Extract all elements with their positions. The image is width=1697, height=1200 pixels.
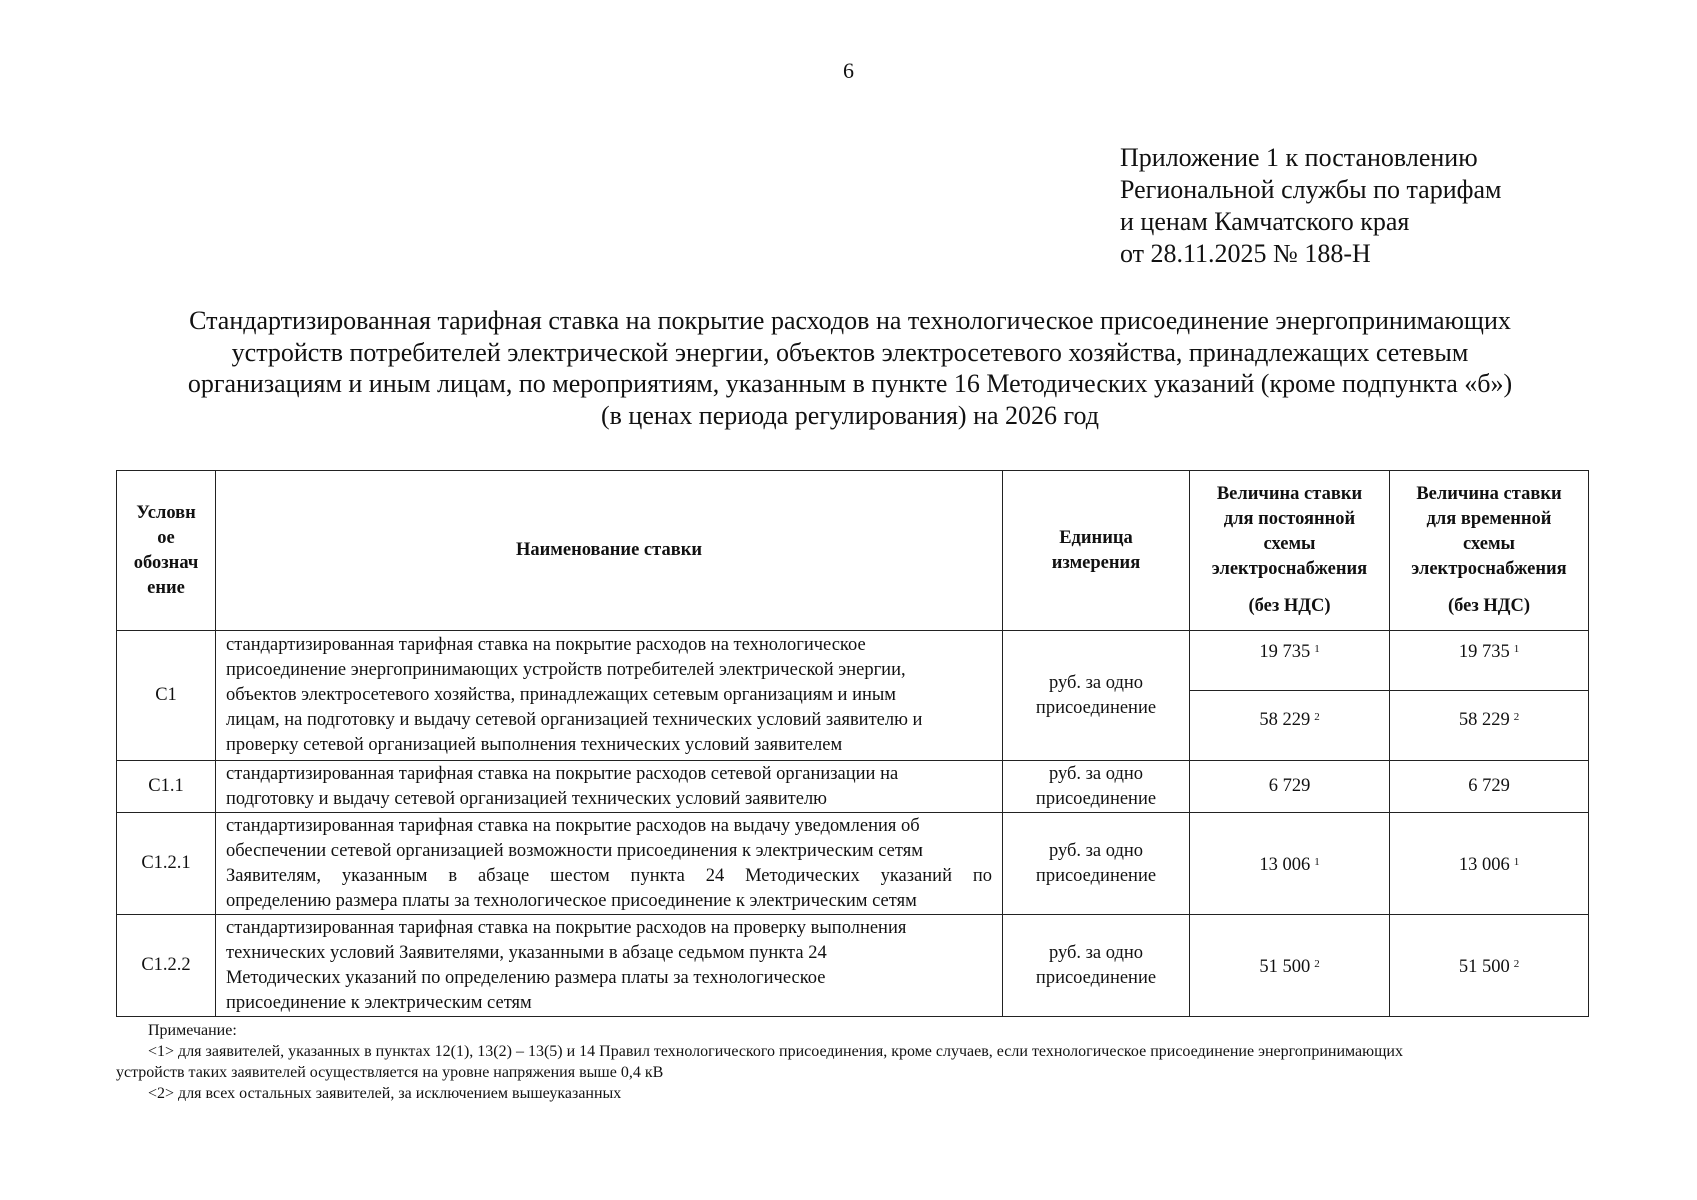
header-text: ение (147, 577, 185, 598)
rate-name-line: определению размера платы за технологическое присоединение к электрическим сетям (226, 890, 917, 911)
title-line: устройств потребителей электрической энергии, объектов электросетевого хозяйства, принадлежащих сетевым (231, 337, 1469, 367)
rate-code: С1.2.2 (117, 915, 216, 1017)
rate-name-line: проверку сетевой организацией выполнения технических условий заявителем (226, 735, 843, 755)
footnote-marker: 1 (1314, 643, 1320, 655)
header-text: (без НДС) (1248, 596, 1331, 616)
unit-line: присоединение (1035, 865, 1157, 886)
note-1-continued: устройств таких заявителей осуществляется на уровне напряжения выше 0,4 кВ (116, 1064, 664, 1081)
header-text: Единица (1059, 527, 1133, 548)
rate-name (216, 761, 1003, 813)
footnote-marker: 1 (1513, 643, 1520, 655)
rate-name-line: стандартизированная тарифная ставка на покрытие расходов на проверку выполнения (226, 917, 907, 938)
document-title (110, 305, 1590, 431)
rate-name-line: технических условий Заявителями, указанными в абзаце седьмом пункта 24 (226, 942, 827, 963)
header-text: Условн (136, 502, 196, 523)
permanent-rate-value (1190, 761, 1390, 813)
footnote-marker: 2 (1314, 957, 1320, 970)
value-text: 13 006 (1458, 854, 1510, 875)
temporary-rate-value (1390, 761, 1589, 813)
table-row (117, 761, 1589, 813)
table-row (117, 813, 1589, 915)
header-text: ое (157, 527, 175, 548)
header-text: Величина ставки (1416, 484, 1562, 504)
rate-name-line: Заявителям, указанным в абзаце шестом пункта 24 Методических указаний по (226, 865, 992, 886)
rate-unit (1003, 761, 1190, 813)
rate-name-line: стандартизированная тарифная ставка на покрытие расходов на выдачу уведомления об (226, 815, 920, 836)
unit-line: руб. за одно (1048, 763, 1144, 784)
header-text: схемы (1263, 534, 1316, 554)
footnote-marker: 1 (1513, 855, 1520, 868)
appendix-line: от 28.11.2025 № 188-Н (1120, 239, 1371, 268)
temporary-rate-value (1390, 813, 1589, 915)
table-header-row (117, 471, 1589, 631)
rate-code: С1 (117, 631, 216, 761)
rate-name-line: лицам, на подготовку и выдачу сетевой организацией технических условий заявителю и (226, 710, 923, 730)
notes-heading: Примечание: (148, 1022, 237, 1039)
title-line: (в ценах периода регулирования) на 2026 год (600, 400, 1100, 430)
header-text: Величина ставки (1216, 484, 1363, 504)
footnote-marker: 2 (1513, 957, 1520, 970)
value-text: 51 500 (1259, 956, 1311, 977)
table-row (117, 915, 1589, 1017)
appendix-line: и ценам Камчатского края (1120, 207, 1410, 236)
value-text: 51 500 (1458, 956, 1510, 977)
footnote-marker: 2 (1314, 711, 1320, 723)
rate-name-line: обеспечении сетевой организацией возможности присоединения к электрическим сетям (226, 840, 923, 861)
title-line: организациям и иным лицам, по мероприятиям, указанным в пункте 16 Методических указаний (кроме подпункта «б») (187, 369, 1513, 398)
rate-name (216, 915, 1003, 1017)
header-text: электроснабжения (1211, 559, 1368, 579)
rate-unit (1003, 915, 1190, 1017)
rate-unit (1003, 813, 1190, 915)
table-row (117, 631, 1589, 691)
temporary-rate-value (1390, 631, 1589, 691)
rate-name-line: стандартизированная тарифная ставка на покрытие расходов сетевой организации на (226, 763, 899, 784)
header-temporary-rate (1390, 471, 1589, 631)
rate-unit (1003, 631, 1190, 761)
temporary-rate-value (1390, 691, 1589, 761)
rate-name-line: присоединение к электрическим сетям (226, 992, 532, 1013)
rate-name (216, 813, 1003, 915)
value-text: 19 735 (1458, 642, 1510, 662)
rate-name-line: Методических указаний по определению размера платы за технологическое (226, 967, 826, 988)
rate-name-line: объектов электросетевого хозяйства, принадлежащих сетевым организациям и иным (226, 685, 897, 705)
header-text: (без НДС) (1447, 596, 1531, 616)
unit-line: руб. за одно (1048, 672, 1144, 693)
value-text: 58 229 (1259, 710, 1311, 730)
header-text: для временной (1426, 509, 1552, 529)
rate-name-line: присоединение энергопринимающих устройств потребителей электрической энергии, (226, 660, 906, 680)
value-text: 58 229 (1458, 710, 1510, 730)
note-2: <2> для всех остальных заявителей, за исключением вышеуказанных (148, 1085, 622, 1102)
value-text: 19 735 (1259, 642, 1311, 662)
value-text: 13 006 (1259, 854, 1311, 875)
appendix-reference (1120, 142, 1501, 270)
rate-name-line: подготовку и выдачу сетевой организацией технических условий заявителю (226, 788, 827, 809)
table-notes (116, 1020, 1596, 1104)
rate-code: С1.1 (117, 761, 216, 813)
title-line: Стандартизированная тарифная ставка на покрытие расходов на технологическое присоединение энергопринимающих (189, 306, 1511, 335)
permanent-rate-value (1190, 813, 1390, 915)
appendix-line: Региональной службы по тарифам (1120, 175, 1502, 204)
unit-line: присоединение (1035, 967, 1157, 988)
permanent-rate-value (1190, 631, 1390, 691)
rate-name-line: стандартизированная тарифная ставка на покрытие расходов на технологическое (226, 635, 866, 655)
rate-name (216, 631, 1003, 761)
temporary-rate-value (1390, 915, 1589, 1017)
header-text: измерения (1051, 552, 1141, 573)
value-text: 6 729 (1468, 776, 1510, 796)
header-permanent-rate (1190, 471, 1390, 631)
header-text: схемы (1462, 534, 1515, 554)
unit-line: присоединение (1035, 788, 1157, 809)
unit-line: присоединение (1035, 697, 1157, 718)
rate-code: С1.2.1 (117, 813, 216, 915)
permanent-rate-value (1190, 915, 1390, 1017)
unit-line: руб. за одно (1048, 840, 1144, 861)
header-name: Наименование ставки (216, 471, 1003, 631)
permanent-rate-value (1190, 691, 1390, 761)
page-number: 6 (843, 58, 854, 83)
appendix-line: Приложение 1 к постановлению (1120, 143, 1478, 172)
header-text: электроснабжения (1411, 559, 1567, 579)
note-1: <1> для заявителей, указанных в пунктах 12(1), 13(2) – 13(5) и 14 Правил технологического присоединения, кроме случаев, если технологическое присоединение энергопринимающих (148, 1043, 1403, 1060)
header-text: для постоянной (1223, 509, 1356, 529)
rates-table (116, 470, 1589, 1017)
header-code (117, 471, 216, 631)
footnote-marker: 1 (1314, 855, 1320, 868)
unit-line: руб. за одно (1048, 942, 1144, 963)
header-text: обознач (133, 552, 199, 573)
header-unit (1003, 471, 1190, 631)
value-text: 6 729 (1268, 776, 1311, 796)
footnote-marker: 2 (1513, 711, 1520, 723)
